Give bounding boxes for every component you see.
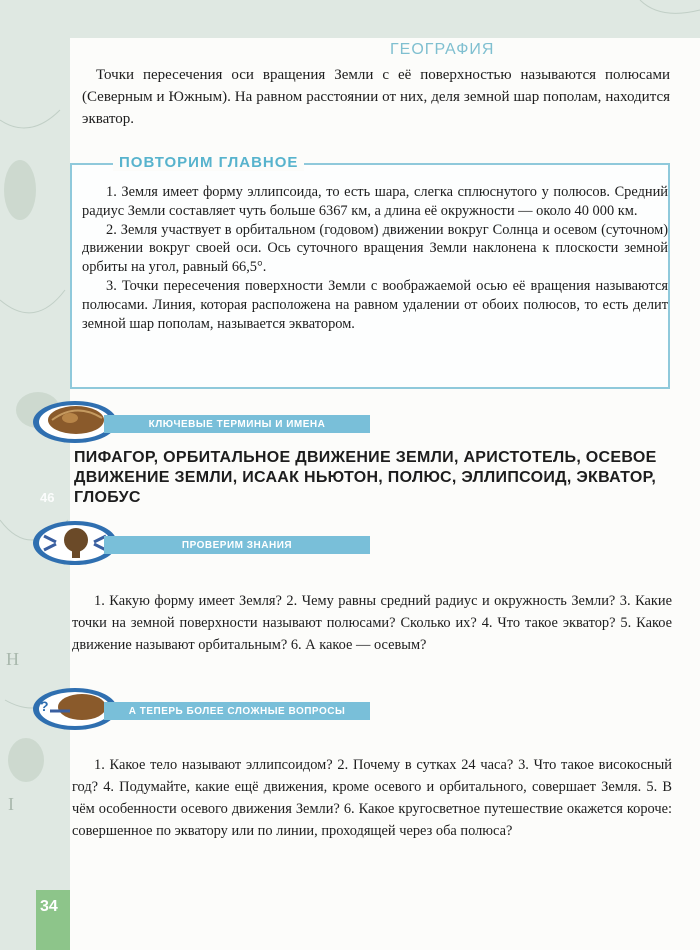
page-number: 34 (40, 898, 58, 915)
svg-text:?: ? (40, 698, 49, 714)
check-questions-text: 1. Какую форму имеет Земля? 2. Чему равны средний радиус и окружность Земли? 3. Какие точки на земной поверхности называют полюсами? Сколько их? 4. Что такое экватор? 5. Какое движение называют орбитальным? 6. А какое — осевым? (72, 593, 672, 653)
key-terms-text: ПИФАГОР, ОРБИТАЛЬНОЕ ДВИЖЕНИЕ ЗЕМЛИ, АРИСТОТЕЛЬ, ОСЕВОЕ ДВИЖЕНИЕ ЗЕМЛИ, ИСААК НЬЮТОН, ПОЛЮС, ЭЛЛИПСОИД, ЭКВАТОР, ГЛОБУС (74, 449, 657, 506)
hard-banner: А ТЕПЕРЬ БОЛЕЕ СЛОЖНЫЕ ВОПРОСЫ (104, 702, 370, 720)
summary-item: 2. Земля участвует в орбитальном (годовом) движении вокруг Солнца и осевом (суточном) движении вокруг своей оси. Ось суточного вращения Земли наклонена к плоскости земной орбиты на угол, равный 66,5°. (82, 221, 668, 276)
hard-questions-text: 1. Какое тело называют эллипсоидом? 2. Почему в сутках 24 часа? 3. Что такое високосный год? 4. Подумайте, какие ещё движения, кроме осевого и орбитального, совершает Земля. 5. В чём особенности осевого движения Земли? 6. Какое кругосветное путешествие окажется короче: совершенное по экватору или по линии, проходящей через оба полюса? (72, 757, 672, 839)
summary-item: 3. Точки пересечения поверхности Земли с воображаемой осью её вращения называются полюсами. Линия, которая расположена на равном удалении от обоих полюсов, то есть делит земной шар пополам, называется экватором. (82, 277, 668, 332)
side-number: 46 (40, 490, 55, 505)
check-banner: ПРОВЕРИМ ЗНАНИЯ (104, 536, 370, 554)
summary-text (82, 183, 668, 333)
summary-title: ПОВТОРИМ ГЛАВНОЕ (113, 154, 304, 171)
subject-header: ГЕОГРАФИЯ (390, 41, 495, 58)
svg-text:H: H (6, 649, 19, 669)
check-questions (72, 590, 672, 656)
hard-questions (72, 754, 672, 842)
intro-paragraph: Точки пересечения оси вращения Земли с её поверхностью называются полюсами (Северным и Южным). На равном расстоянии от них, деля земной шар пополам, находится экватор. (82, 67, 670, 127)
svg-text:I: I (8, 794, 14, 814)
key-terms-banner: КЛЮЧЕВЫЕ ТЕРМИНЫ И ИМЕНА (104, 415, 370, 433)
summary-item: 1. Земля имеет форму эллипсоида, то есть шара, слегка сплюснутого у полюсов. Средний радиус Земли составляет чуть больше 6367 км, а длина её окружности — около 40 000 км. (82, 184, 668, 219)
